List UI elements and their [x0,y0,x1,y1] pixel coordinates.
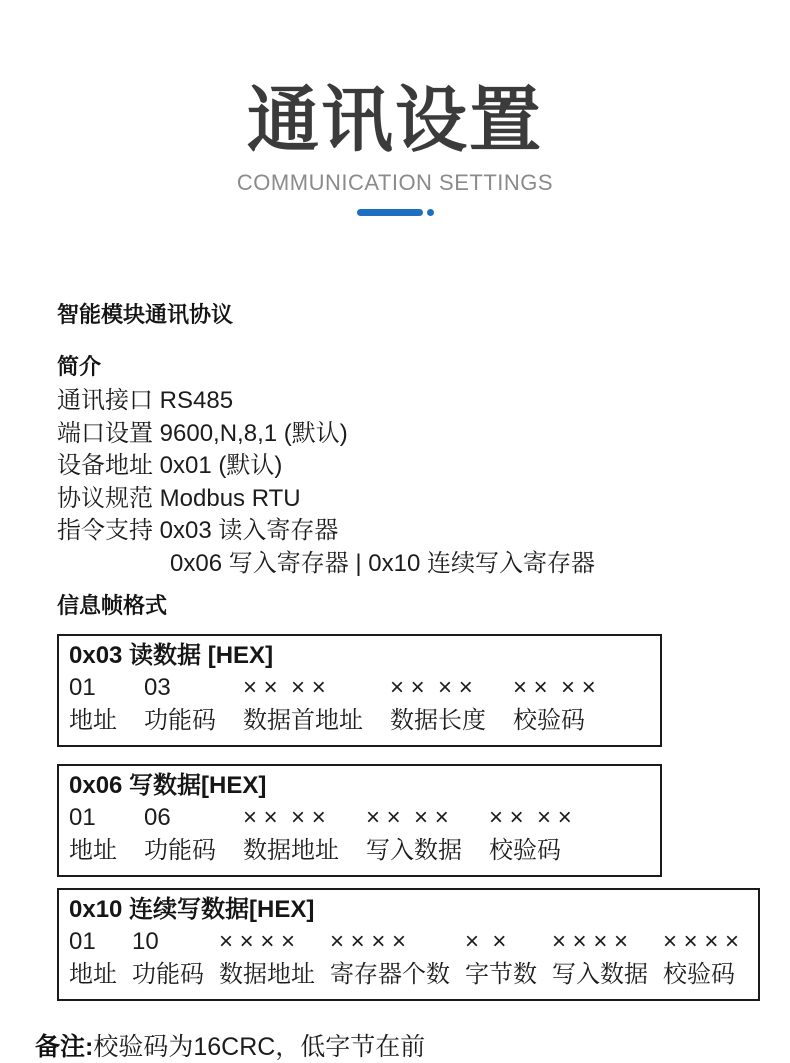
frame-box-multiwrite-0x10 [57,888,760,1001]
frame-label: 数据长度 [390,707,486,735]
frame-label: 地址 [69,707,117,735]
page-subtitle: COMMUNICATION SETTINGS [236,170,554,196]
frame-columns [69,802,650,867]
frame-bytes: × × × × [663,928,740,956]
divider-dot-icon [427,209,434,216]
frame-bytes: 03 [144,674,171,702]
frame-label: 字节数 [465,961,537,989]
frame-columns [69,672,650,737]
frame-label: 数据首地址 [243,707,363,735]
line-commands: 指令支持 0x03 读入寄存器 [57,517,339,545]
frame-bytes: 06 [144,804,171,832]
frame-column [330,926,450,991]
frame-label: 校验码 [513,707,585,735]
page-title: 通讯设置 [246,81,543,161]
frame-column [366,802,462,867]
frame-bytes: × × × × [552,928,629,956]
line-spec: 协议规范 Modbus RTU [57,484,301,512]
frame-column [489,802,572,867]
frame-column [144,672,216,737]
frame-bytes: 01 [69,928,96,956]
frame-bytes: × × × × [330,928,407,956]
frame-column [69,926,117,991]
frame-label: 功能码 [132,961,204,989]
frame-label: 写入数据 [366,837,462,865]
frame-bytes: 10 [132,928,159,956]
line-interface: 通讯接口 RS485 [57,387,234,415]
frame-label: 校验码 [663,961,735,989]
frame-column [219,926,315,991]
frame-label: 功能码 [144,707,216,735]
protocol-heading: 智能模块通讯协议 [57,302,234,328]
frame-bytes: 01 [69,674,96,702]
frame-title: 0x03 读数据 [HEX] [69,642,274,670]
line-commands-continued: 0x06 写入寄存器 | 0x10 连续写入寄存器 [170,549,595,577]
frame-column [243,802,339,867]
frame-column [243,672,363,737]
frame-label: 寄存器个数 [330,961,450,989]
frames-heading: 信息帧格式 [57,593,168,619]
remark-label: 备注: [35,1033,94,1062]
frame-column [132,926,204,991]
frame-bytes: × × × × [513,674,596,702]
frame-column [390,672,486,737]
frame-label: 地址 [69,837,117,865]
intro-heading: 简介 [57,354,102,380]
frame-column [69,672,117,737]
header [0,0,790,216]
frame-columns [69,926,748,991]
line-address: 设备地址 0x01 (默认) [57,452,283,480]
frame-title: 0x06 写数据[HEX] [69,772,267,800]
frame-column [663,926,739,991]
frame-column [465,926,537,991]
frame-label: 数据地址 [219,961,315,989]
frame-label: 地址 [69,961,117,989]
frame-label: 数据地址 [243,837,339,865]
protocol-section [57,298,760,1001]
frame-bytes: × × × × [243,804,326,832]
frame-bytes: 01 [69,804,96,832]
divider-bar [357,209,423,216]
frame-bytes: × × × × [243,674,326,702]
frame-title: 0x10 连续写数据[HEX] [69,896,315,924]
line-port: 端口设置 9600,N,8,1 (默认) [57,419,348,447]
frame-bytes: × × [465,928,507,956]
frame-label: 功能码 [144,837,216,865]
remark-text: 校验码为16CRC，低字节在前 [93,1033,426,1062]
frame-column [552,926,648,991]
frame-label: 校验码 [489,837,561,865]
frame-label: 写入数据 [552,961,648,989]
title-divider [0,209,790,216]
frame-box-write-0x06 [57,764,662,877]
frame-bytes: × × × × [366,804,449,832]
frame-column [144,802,216,867]
frame-bytes: × × × × [489,804,572,832]
frame-box-read-0x03 [57,634,662,747]
frame-bytes: × × × × [390,674,473,702]
remark-line [35,1027,790,1063]
frame-column [513,672,596,737]
frame-bytes: × × × × [219,928,296,956]
frame-column [69,802,117,867]
